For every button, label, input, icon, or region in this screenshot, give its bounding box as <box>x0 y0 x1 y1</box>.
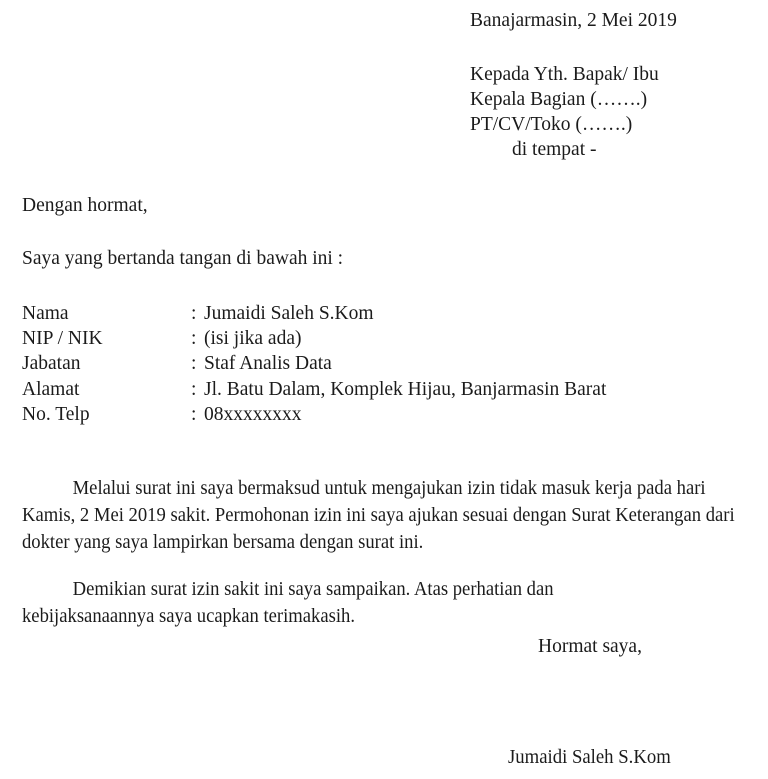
salutation-text: Dengan hormat, <box>22 195 148 216</box>
body-paragraph-closing <box>22 576 691 630</box>
identity-label-jabatan: Jabatan <box>22 353 81 375</box>
identity-value-jabatan: Staf Analis Data <box>204 353 332 375</box>
table-row <box>22 402 606 427</box>
table-row <box>22 377 606 402</box>
identity-details-table <box>22 301 606 427</box>
date-place-line: Banajarmasin, 2 Mei 2019 <box>470 10 677 31</box>
addressee-line-recipient: Kepada Yth. Bapak/ Ibu <box>470 64 659 85</box>
body-paragraph-main-text: Melalui surat ini saya bermaksud untuk mengajukan izin tidak masuk kerja pada hari Kamis, 2 Mei 2019 sakit. Permohonan izin ini saya ajukan sesuai dengan Surat Keterangan dari dokter yang saya lampirkan bersama dengan surat ini. <box>22 477 735 553</box>
table-row <box>22 301 606 326</box>
identity-value-no-telp: 08xxxxxxxx <box>204 403 302 425</box>
addressee-line-place: di tempat - <box>512 139 597 160</box>
body-paragraph-main <box>22 475 748 556</box>
signature-name: Jumaidi Saleh S.Kom <box>508 747 671 768</box>
table-row <box>22 326 606 351</box>
identity-separator: : <box>191 378 197 400</box>
identity-label-nip-nik: NIP / NIK <box>22 328 103 350</box>
sign-off-text: Hormat saya, <box>538 636 642 657</box>
identity-separator: : <box>191 403 197 425</box>
addressee-line-department: Kepala Bagian (…….) <box>470 89 648 110</box>
identity-label-alamat: Alamat <box>22 378 80 400</box>
identity-value-nama: Jumaidi Saleh S.Kom <box>204 303 374 324</box>
identity-value-alamat: Jl. Batu Dalam, Komplek Hijau, Banjarmasin Barat <box>204 378 607 400</box>
body-paragraph-closing-text: Demikian surat izin sakit ini saya sampaikan. Atas perhatian dan kebijaksanaannya saya ucapkan terimakasih. <box>22 578 554 627</box>
addressee-block <box>470 62 659 162</box>
table-row <box>22 351 606 376</box>
identity-label-no-telp: No. Telp <box>22 403 90 425</box>
identity-separator: : <box>191 328 197 350</box>
identity-label-nama: Nama <box>22 303 69 324</box>
identity-separator: : <box>191 303 197 324</box>
intro-text: Saya yang bertanda tangan di bawah ini : <box>22 248 344 269</box>
identity-separator: : <box>191 353 197 375</box>
addressee-line-company: PT/CV/Toko (…….) <box>470 114 633 135</box>
identity-value-nip-nik: (isi jika ada) <box>204 328 302 350</box>
